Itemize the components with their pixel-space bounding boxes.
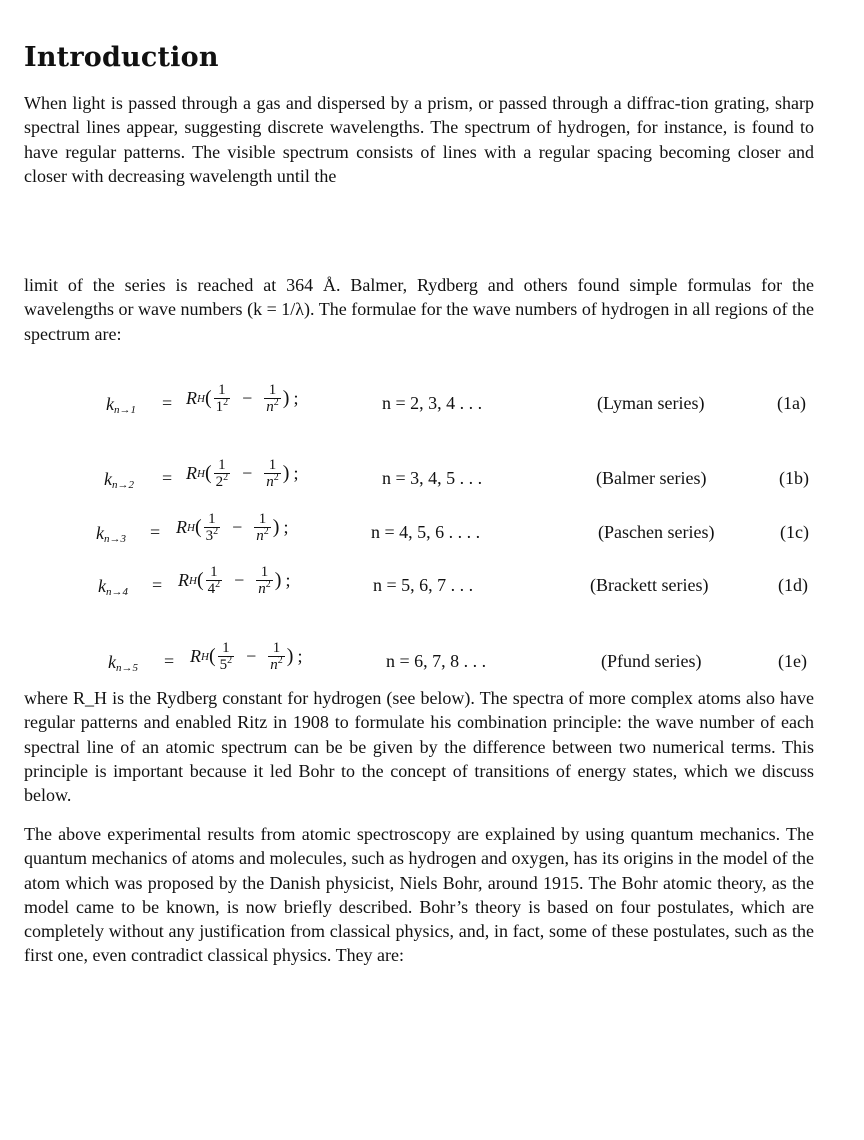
equation-lhs: $k_{n\to 5}$ [108,652,138,674]
equation-number: (1d) [778,575,808,595]
equals-sign: = [150,522,161,542]
series-name: (Balmer series) [596,468,707,488]
paragraph-intro: When light is passed through a gas and dispersed by a prism, or passed through a diffrac-tion grating, sharp spectral lines appear, suggesting discrete wavelengths. The spectrum of hydrogen, for instance, is found to have regular patterns. The visible spectrum consists of lines with a regular spacing becoming closer and closer with decreasing wavelength until the [24,93,814,186]
paragraph-series-limit: limit of the series is reached at 364 Å. Balmer, Rydberg and others found simple formulas for the wavelengths or wave numbers (k = 1/λ). The formulae for the wave numbers of hydrogen in all regions of the spectrum are: [24,275,814,344]
equation-1c [0,511,864,547]
equation-rhs: R H ( $\frac{1}{2^2}$ − $\frac{1}{n^2}$ ) ; [186,457,299,490]
paragraph-bohr-theory: The above experimental results from atomic spectroscopy are explained by using quantum mechanics. The quantum mechanics of atoms and molecules, such as hydrogen and oxygen, has its origins in the model of the atom which was proposed by the Danish physicist, Niels Bohr, around 1915. The Bohr atomic theory, as the model came to be known, is now briefly described. Bohr’s theory is based on four postulates, which are completely without any justification from classical physics, and, in fact, some of these postulates, such as the first one, even contradict classical physics. They are: [24,824,814,966]
n-range: n = 3, 4, 5 . . . [382,468,483,488]
equation-lhs: $k_{n\to 4}$ [98,576,128,598]
paragraph-ritz-principle: where R_H is the Rydberg constant for hydrogen (see below). The spectra of more complex atoms also have regular patterns and enabled Ritz in 1908 to formulate his combination principle: the wave number of each spectral line of an atomic spectrum can be be given by the difference between two numerical terms. This principle is important because it led Bohr to the concept of transitions of energy states, which we discuss below. [24,688,814,806]
equation-rhs: R H ( $\frac{1}{4^2}$ − $\frac{1}{n^2}$ ) ; [178,564,291,597]
equals-sign: = [162,393,173,413]
equals-sign: = [164,651,175,671]
equation-1d [0,564,864,600]
section-heading: Introduction [24,42,219,73]
series-name: (Pfund series) [601,651,702,671]
equation-1a [0,382,864,418]
series-name: (Brackett series) [590,575,709,595]
equation-1e [0,640,864,676]
equals-sign: = [162,468,173,488]
n-range: n = 5, 6, 7 . . . [373,575,474,595]
series-name: (Paschen series) [598,522,715,542]
equation-rhs: R H ( $\frac{1}{1^2}$ − $\frac{1}{n^2}$ ) ; [186,382,299,415]
equation-rhs: R H ( $\frac{1}{5^2}$ − $\frac{1}{n^2}$ ) ; [190,640,303,673]
equation-number: (1e) [778,651,807,671]
equation-rhs: R H ( $\frac{1}{3^2}$ − $\frac{1}{n^2}$ ) ; [176,511,289,544]
series-name: (Lyman series) [597,393,705,413]
equation-1b [0,457,864,493]
n-range: n = 2, 3, 4 . . . [382,393,483,413]
equation-number: (1c) [780,522,809,542]
equation-lhs: $k_{n\to 2}$ [104,469,134,491]
equation-number: (1a) [777,393,806,413]
n-range: n = 4, 5, 6 . . . . [371,522,481,542]
equation-number: (1b) [779,468,809,488]
equation-lhs: $k_{n\to 3}$ [96,523,126,545]
equation-lhs: $k_{n\to 1}$ [106,394,136,416]
n-range: n = 6, 7, 8 . . . [386,651,487,671]
equals-sign: = [152,575,163,595]
